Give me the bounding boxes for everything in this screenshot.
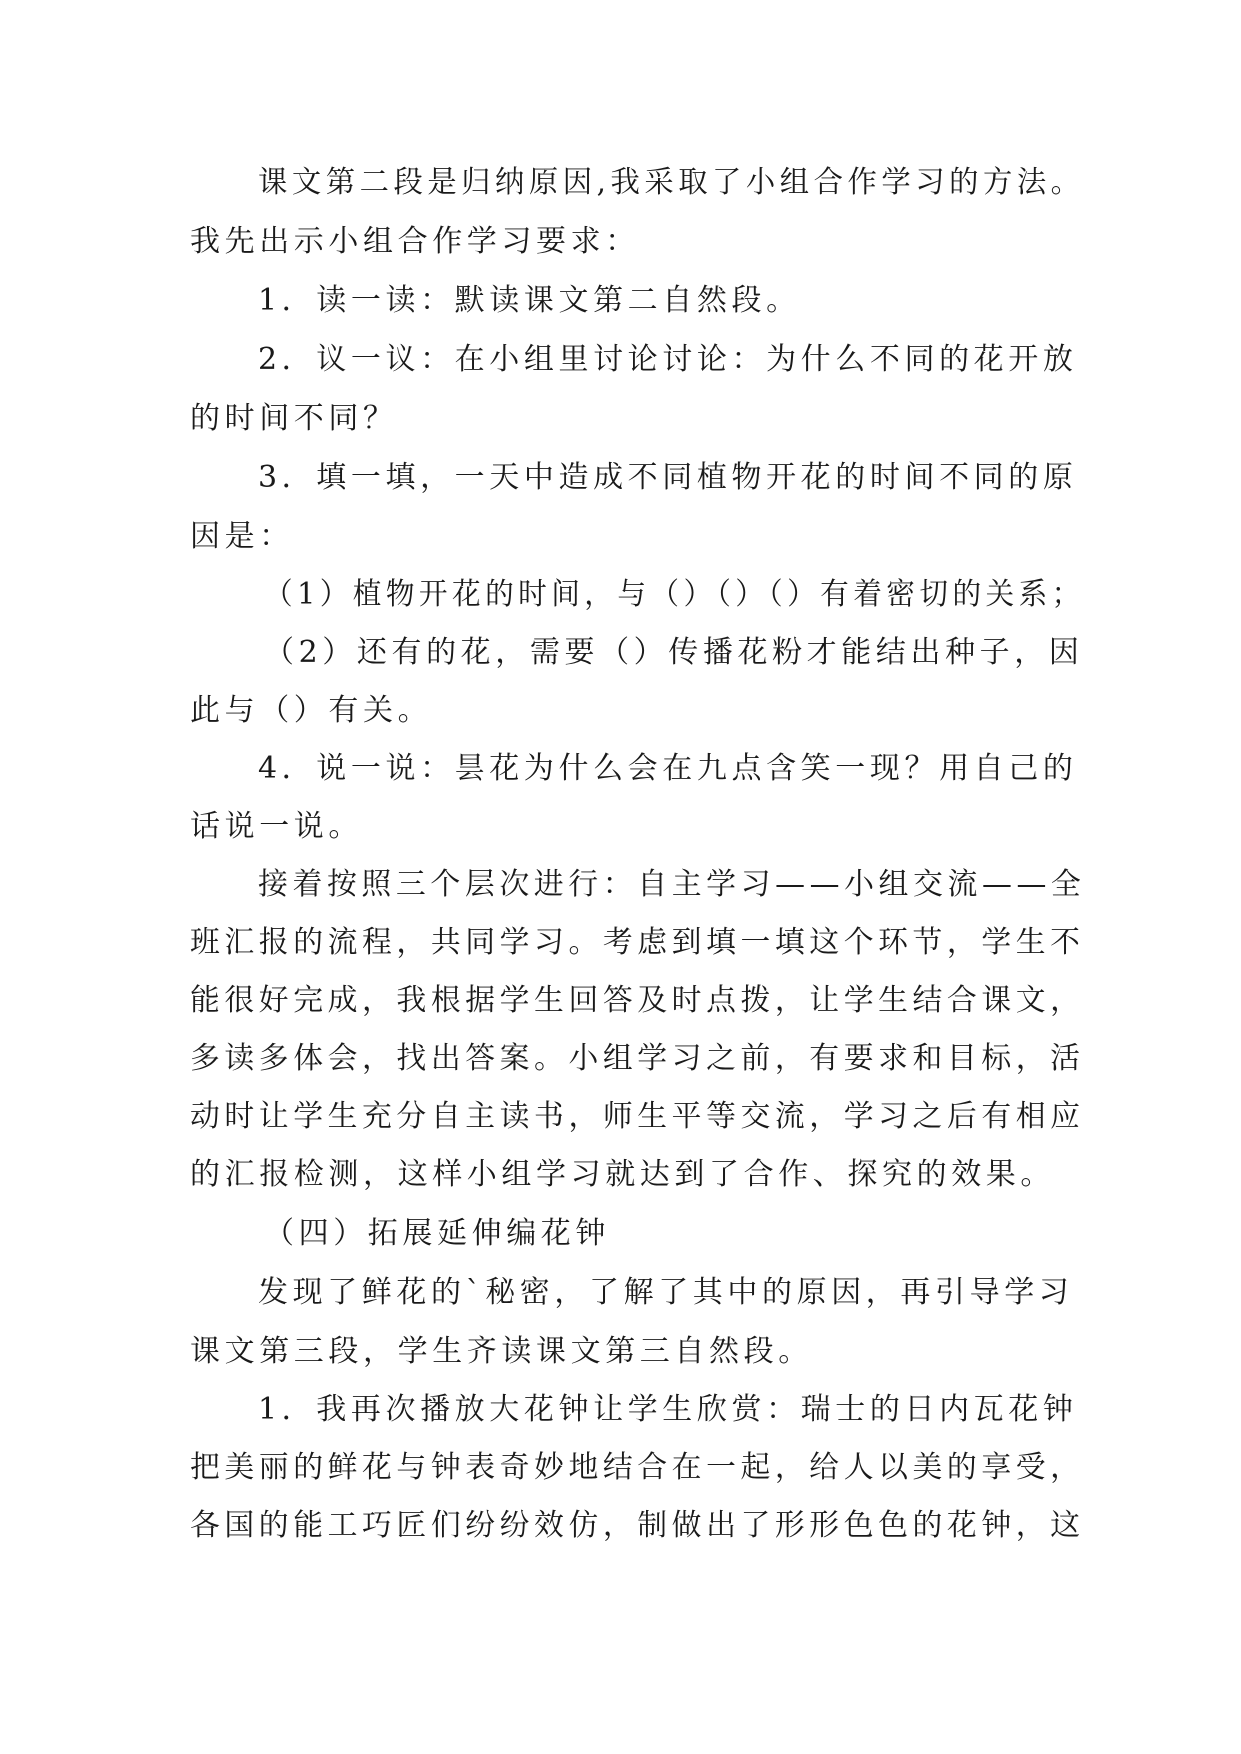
text-line: 多读多体会，找出答案。小组学习之前，有要求和目标，活 bbox=[190, 1041, 1085, 1076]
text-line: 1．读一读：默读课文第二自然段。 bbox=[258, 283, 801, 318]
text-line: 能很好完成，我根据学生回答及时点拨，让学生结合课文， bbox=[190, 983, 1085, 1018]
text-line: 我先出示小组合作学习要求： bbox=[190, 224, 640, 259]
text-line: 的时间不同？ bbox=[190, 401, 398, 436]
text-line: 班汇报的流程，共同学习。考虑到填一填这个环节，学生不 bbox=[190, 925, 1085, 960]
text-line: 各国的能工巧匠们纷纷效仿，制做出了形形色色的花钟，这 bbox=[190, 1508, 1085, 1543]
text-line: 的汇报检测，这样小组学习就达到了合作、探究的效果。 bbox=[190, 1157, 1055, 1192]
text-line: 动时让学生充分自主读书，师生平等交流，学习之后有相应 bbox=[190, 1099, 1085, 1134]
text-line: 话说一说。 bbox=[190, 809, 363, 844]
text-line: 因是： bbox=[190, 519, 294, 554]
text-line: 接着按照三个层次进行：自主学习——小组交流——全 bbox=[258, 867, 1086, 902]
text-line: 2．议一议：在小组里讨论讨论：为什么不同的花开放 bbox=[258, 342, 1078, 377]
text-line: （1）植物开花的时间，与（）（）（）有着密切的关系； bbox=[264, 577, 1085, 612]
text-line: 课文第三段，学生齐读课文第三自然段。 bbox=[190, 1334, 813, 1369]
text-line: 此与（）有关。 bbox=[190, 693, 433, 728]
text-line: 3．填一填，一天中造成不同植物开花的时间不同的原 bbox=[258, 460, 1078, 495]
text-line: （2）还有的花，需要（）传播花粉才能结出种子，因 bbox=[264, 635, 1084, 670]
section-heading: （四）拓展延伸编花钟 bbox=[264, 1216, 610, 1251]
text-line: 4．说一说：昙花为什么会在九点含笑一现？用自己的 bbox=[258, 751, 1078, 786]
text-line: 1．我再次播放大花钟让学生欣赏：瑞士的日内瓦花钟 bbox=[258, 1392, 1078, 1427]
text-line: 发现了鲜花的`秘密，了解了其中的原因，再引导学习 bbox=[258, 1275, 1074, 1310]
text-line: 课文第二段是归纳原因,我采取了小组合作学习的方法。 bbox=[258, 165, 1085, 200]
text-line: 把美丽的鲜花与钟表奇妙地结合在一起，给人以美的享受， bbox=[190, 1450, 1085, 1485]
